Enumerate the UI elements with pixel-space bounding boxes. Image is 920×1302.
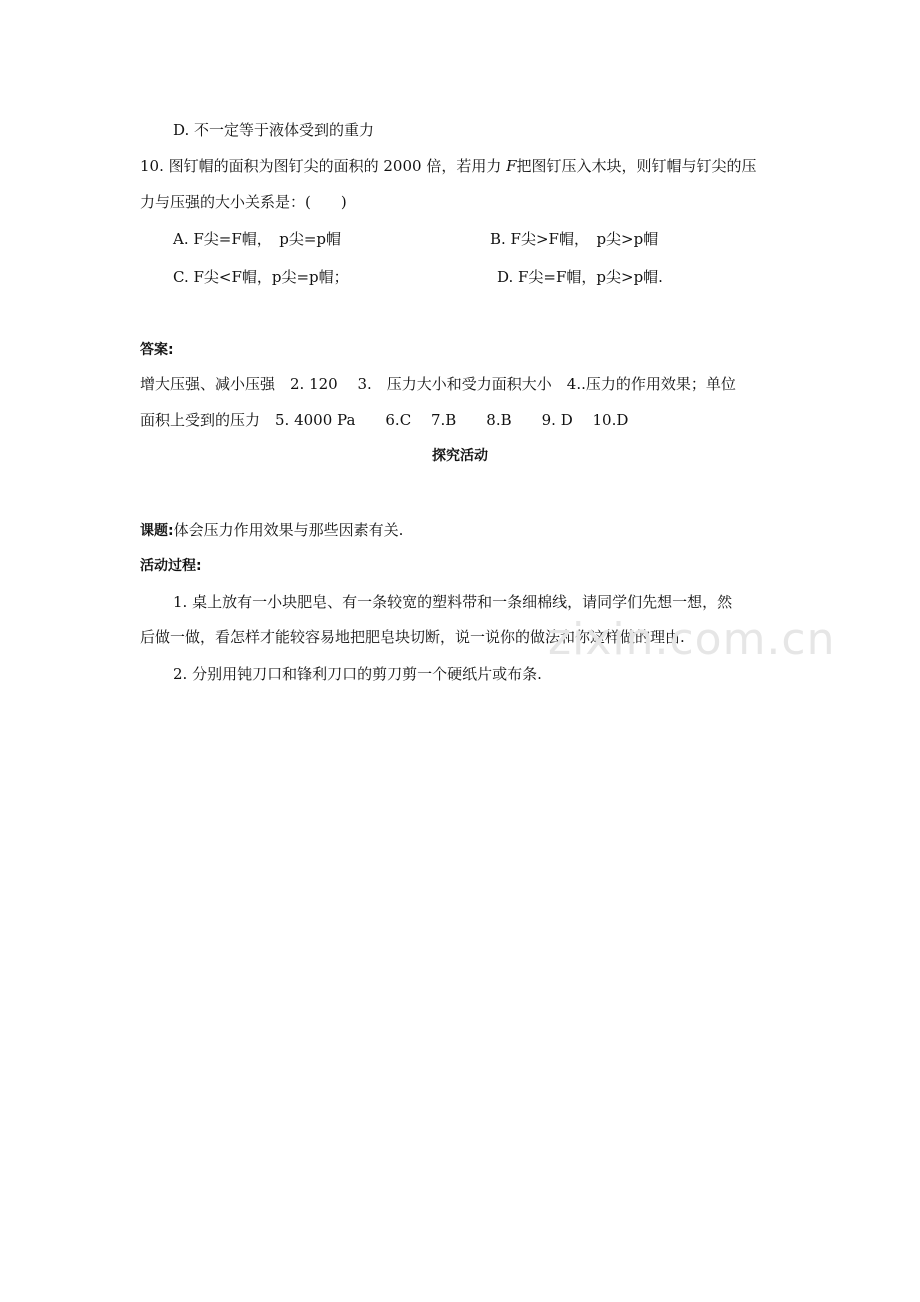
answers-line2: 面积上受到的压力 5. 4000 Pa 6.C 7.B 8.B 9. D 10.D xyxy=(140,411,629,429)
step2: 2. 分别用钝刀口和锋利刀口的剪刀剪一个硬纸片或布条. xyxy=(173,665,542,683)
q9-option-d: D. 不一定等于液体受到的重力 xyxy=(173,121,375,139)
answers-heading: 答案: xyxy=(140,342,174,358)
step1-line2: 后做一做，看怎样才能较容易地把肥皂块切断，说一说你的做法和你这样做的理由. xyxy=(140,628,685,646)
activity-topic xyxy=(140,520,403,541)
topic-text: 体会压力作用效果与那些因素有关. xyxy=(173,521,404,539)
answers-line1: 增大压强、减小压强 2. 120 3. 压力大小和受力面积大小 4..压力的作用效果；单位 xyxy=(140,375,736,393)
activity-title: 探究活动 xyxy=(432,448,488,464)
watermark: zixin.com.cn xyxy=(548,614,836,665)
process-label: 活动过程: xyxy=(140,558,202,574)
q10-option-d: D. F尖=F帽，p尖>p帽. xyxy=(497,268,663,286)
q10-stem-line2: 力与压强的大小关系是：( ) xyxy=(140,193,347,211)
topic-label: 课题: xyxy=(140,523,174,539)
q10-stem-part1: 10. 图钉帽的面积为图钉尖的面积的 2000 倍，若用力 xyxy=(140,157,507,175)
q10-stem-var: F xyxy=(506,157,517,175)
q10-stem-line1 xyxy=(140,156,757,176)
q10-option-b: B. F尖>F帽， p尖>p帽 xyxy=(490,230,659,248)
step1-line1: 1. 桌上放有一小块肥皂、有一条较宽的塑料带和一条细棉线，请同学们先想一想，然 xyxy=(173,593,733,611)
q10-stem-part2: 把图钉压入木块，则钉帽与钉尖的压 xyxy=(516,157,757,175)
q10-option-a: A. F尖=F帽， p尖=p帽 xyxy=(173,230,342,248)
q10-option-c: C. F尖<F帽，p尖=p帽； xyxy=(173,268,349,286)
